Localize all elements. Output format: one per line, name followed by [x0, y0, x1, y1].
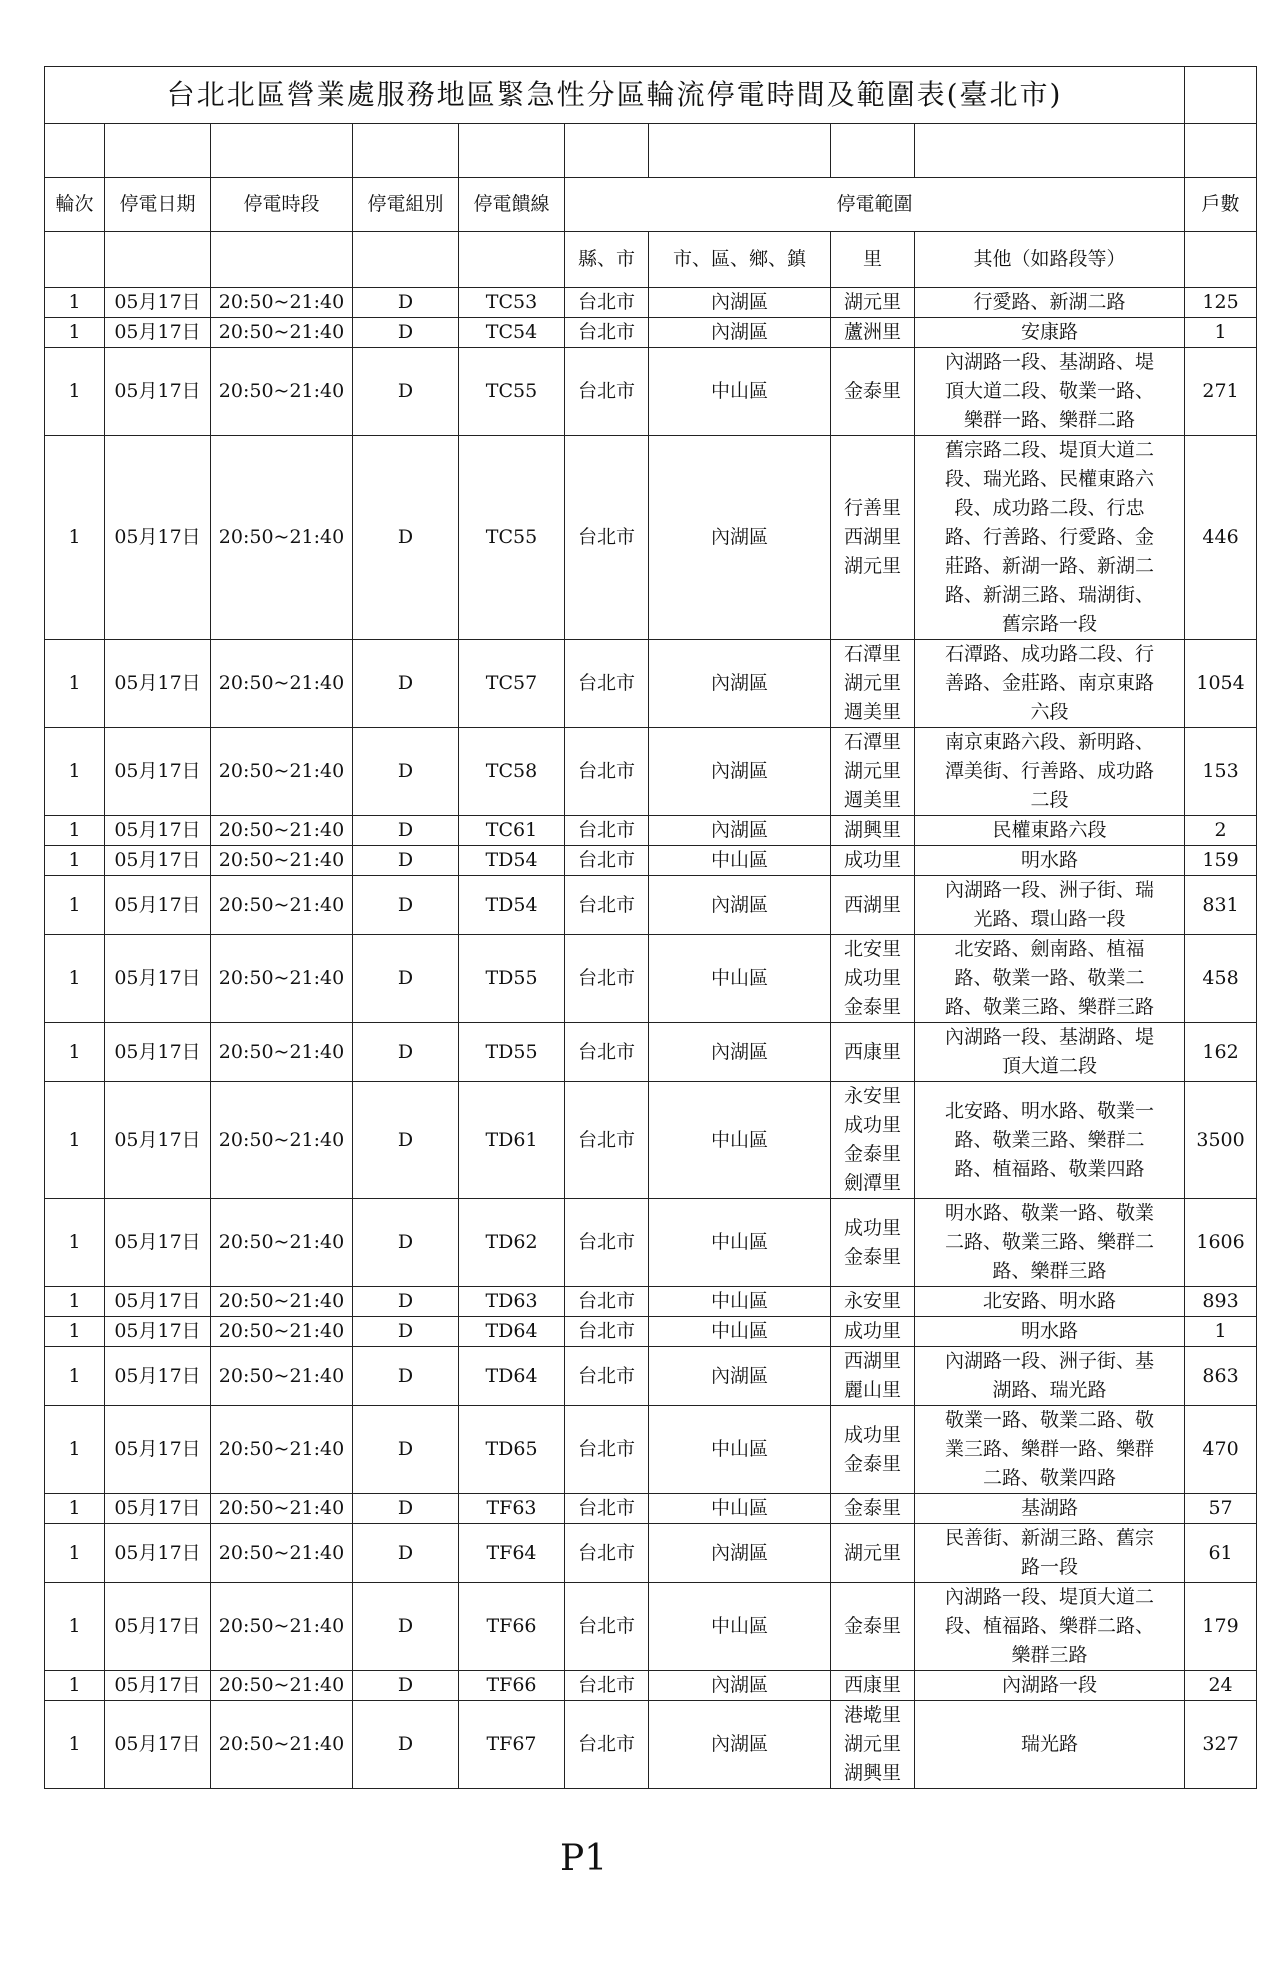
cell-district: 內湖區	[649, 1524, 831, 1583]
cell-group: D	[353, 288, 459, 318]
cell-period: 20:50~21:40	[211, 1023, 353, 1082]
cell-period: 20:50~21:40	[211, 1406, 353, 1494]
cell-village: 石潭里 湖元里 週美里	[831, 728, 915, 816]
cell-other: 內湖路一段、基湖路、堤 頂大道二段、敬業一路、 樂群一路、樂群二路	[915, 348, 1185, 436]
cell-district: 內湖區	[649, 728, 831, 816]
table-row	[45, 348, 1257, 436]
cell-feeder: TF66	[459, 1671, 565, 1701]
cell-district: 內湖區	[649, 816, 831, 846]
cell-district: 中山區	[649, 1317, 831, 1347]
cell-village: 西康里	[831, 1023, 915, 1082]
cell-district: 內湖區	[649, 288, 831, 318]
cell-round: 1	[45, 876, 105, 935]
cell-date: 05月17日	[105, 1701, 211, 1789]
cell-group: D	[353, 1317, 459, 1347]
cell-feeder: TD55	[459, 1023, 565, 1082]
cell-county: 台北市	[565, 1701, 649, 1789]
cell-district: 內湖區	[649, 1671, 831, 1701]
cell-period: 20:50~21:40	[211, 1287, 353, 1317]
title-blank-cell	[1185, 67, 1257, 124]
table-row	[45, 1406, 1257, 1494]
cell-feeder: TC57	[459, 640, 565, 728]
header-other: 其他（如路段等）	[915, 232, 1185, 288]
cell-households: 153	[1185, 728, 1257, 816]
cell-other: 北安路、劍南路、植福 路、敬業一路、敬業二 路、敬業三路、樂群三路	[915, 935, 1185, 1023]
cell-other: 安康路	[915, 318, 1185, 348]
cell-date: 05月17日	[105, 436, 211, 640]
header-feeder: 停電饋線	[459, 178, 565, 232]
cell-county: 台北市	[565, 846, 649, 876]
cell-period: 20:50~21:40	[211, 1701, 353, 1789]
cell-group: D	[353, 1494, 459, 1524]
cell-other: 北安路、明水路、敬業一 路、敬業三路、樂群二 路、植福路、敬業四路	[915, 1082, 1185, 1199]
cell-county: 台北市	[565, 640, 649, 728]
cell-round: 1	[45, 1406, 105, 1494]
cell-feeder: TD64	[459, 1347, 565, 1406]
header-district: 市、區、鄉、鎮	[649, 232, 831, 288]
cell-round: 1	[45, 1347, 105, 1406]
cell-county: 台北市	[565, 1671, 649, 1701]
cell-round: 1	[45, 1023, 105, 1082]
header-scope: 停電範圍	[565, 178, 1185, 232]
cell-period: 20:50~21:40	[211, 935, 353, 1023]
cell-date: 05月17日	[105, 1347, 211, 1406]
cell-date: 05月17日	[105, 728, 211, 816]
cell-round: 1	[45, 1583, 105, 1671]
cell-period: 20:50~21:40	[211, 1524, 353, 1583]
cell-group: D	[353, 1701, 459, 1789]
cell-period: 20:50~21:40	[211, 288, 353, 318]
cell-county: 台北市	[565, 728, 649, 816]
cell-group: D	[353, 1199, 459, 1287]
cell-period: 20:50~21:40	[211, 1347, 353, 1406]
cell-households: 1054	[1185, 640, 1257, 728]
cell-other: 明水路、敬業一路、敬業 二路、敬業三路、樂群二 路、樂群三路	[915, 1199, 1185, 1287]
table-row	[45, 1287, 1257, 1317]
header-county: 縣、市	[565, 232, 649, 288]
cell-district: 中山區	[649, 1494, 831, 1524]
table-row	[45, 1199, 1257, 1287]
cell-village: 成功里	[831, 1317, 915, 1347]
cell-other: 敬業一路、敬業二路、敬 業三路、樂群一路、樂群 二路、敬業四路	[915, 1406, 1185, 1494]
table-row	[45, 1347, 1257, 1406]
cell-households: 24	[1185, 1671, 1257, 1701]
cell-feeder: TC54	[459, 318, 565, 348]
cell-households: 271	[1185, 348, 1257, 436]
cell-district: 內湖區	[649, 876, 831, 935]
cell-other: 民善街、新湖三路、舊宗 路一段	[915, 1524, 1185, 1583]
cell-date: 05月17日	[105, 1494, 211, 1524]
table-title: 台北北區營業處服務地區緊急性分區輪流停電時間及範圍表(臺北市)	[45, 67, 1185, 124]
cell-period: 20:50~21:40	[211, 846, 353, 876]
cell-feeder: TD61	[459, 1082, 565, 1199]
cell-date: 05月17日	[105, 1671, 211, 1701]
cell-county: 台北市	[565, 1023, 649, 1082]
cell-village: 北安里 成功里 金泰里	[831, 935, 915, 1023]
cell-other: 內湖路一段、堤頂大道二 段、植福路、樂群二路、 樂群三路	[915, 1583, 1185, 1671]
cell-group: D	[353, 640, 459, 728]
table-row	[45, 816, 1257, 846]
cell-round: 1	[45, 1671, 105, 1701]
outage-schedule-table	[44, 66, 1257, 1789]
cell-round: 1	[45, 728, 105, 816]
cell-period: 20:50~21:40	[211, 1494, 353, 1524]
cell-round: 1	[45, 1494, 105, 1524]
cell-households: 3500	[1185, 1082, 1257, 1199]
cell-group: D	[353, 1524, 459, 1583]
cell-group: D	[353, 1023, 459, 1082]
cell-county: 台北市	[565, 1317, 649, 1347]
cell-period: 20:50~21:40	[211, 1199, 353, 1287]
cell-village: 永安里 成功里 金泰里 劍潭里	[831, 1082, 915, 1199]
cell-district: 中山區	[649, 846, 831, 876]
cell-other: 行愛路、新湖二路	[915, 288, 1185, 318]
table-row	[45, 1701, 1257, 1789]
cell-other: 內湖路一段、基湖路、堤 頂大道二段	[915, 1023, 1185, 1082]
cell-other: 明水路	[915, 1317, 1185, 1347]
cell-county: 台北市	[565, 1583, 649, 1671]
cell-group: D	[353, 1671, 459, 1701]
cell-group: D	[353, 876, 459, 935]
cell-group: D	[353, 816, 459, 846]
cell-date: 05月17日	[105, 1406, 211, 1494]
cell-feeder: TD64	[459, 1317, 565, 1347]
cell-group: D	[353, 935, 459, 1023]
cell-group: D	[353, 846, 459, 876]
cell-round: 1	[45, 816, 105, 846]
cell-round: 1	[45, 318, 105, 348]
cell-date: 05月17日	[105, 846, 211, 876]
cell-group: D	[353, 1082, 459, 1199]
table-row	[45, 640, 1257, 728]
cell-date: 05月17日	[105, 876, 211, 935]
cell-district: 中山區	[649, 348, 831, 436]
table-row	[45, 1524, 1257, 1583]
cell-households: 179	[1185, 1583, 1257, 1671]
cell-round: 1	[45, 436, 105, 640]
blank-header-row	[45, 124, 1257, 178]
cell-date: 05月17日	[105, 1199, 211, 1287]
cell-county: 台北市	[565, 348, 649, 436]
cell-other: 內湖路一段、洲子街、基 湖路、瑞光路	[915, 1347, 1185, 1406]
cell-households: 162	[1185, 1023, 1257, 1082]
cell-feeder: TC61	[459, 816, 565, 846]
cell-county: 台北市	[565, 1082, 649, 1199]
table-row	[45, 935, 1257, 1023]
cell-feeder: TD54	[459, 876, 565, 935]
cell-period: 20:50~21:40	[211, 728, 353, 816]
cell-feeder: TF64	[459, 1524, 565, 1583]
table-row	[45, 1317, 1257, 1347]
cell-feeder: TC58	[459, 728, 565, 816]
cell-county: 台北市	[565, 876, 649, 935]
cell-village: 成功里	[831, 846, 915, 876]
cell-other: 明水路	[915, 846, 1185, 876]
cell-village: 西湖里 麗山里	[831, 1347, 915, 1406]
cell-county: 台北市	[565, 1494, 649, 1524]
cell-round: 1	[45, 1287, 105, 1317]
cell-group: D	[353, 348, 459, 436]
header-period: 停電時段	[211, 178, 353, 232]
cell-households: 863	[1185, 1347, 1257, 1406]
cell-households: 458	[1185, 935, 1257, 1023]
cell-date: 05月17日	[105, 348, 211, 436]
cell-households: 57	[1185, 1494, 1257, 1524]
table-row	[45, 436, 1257, 640]
header-date: 停電日期	[105, 178, 211, 232]
cell-group: D	[353, 318, 459, 348]
cell-other: 內湖路一段、洲子街、瑞 光路、環山路一段	[915, 876, 1185, 935]
cell-round: 1	[45, 1524, 105, 1583]
cell-village: 湖元里	[831, 1524, 915, 1583]
cell-households: 470	[1185, 1406, 1257, 1494]
cell-period: 20:50~21:40	[211, 318, 353, 348]
cell-group: D	[353, 1287, 459, 1317]
cell-period: 20:50~21:40	[211, 1082, 353, 1199]
cell-households: 446	[1185, 436, 1257, 640]
cell-feeder: TD63	[459, 1287, 565, 1317]
cell-village: 金泰里	[831, 1583, 915, 1671]
cell-households: 893	[1185, 1287, 1257, 1317]
cell-village: 永安里	[831, 1287, 915, 1317]
cell-households: 159	[1185, 846, 1257, 876]
cell-feeder: TF67	[459, 1701, 565, 1789]
cell-feeder: TC53	[459, 288, 565, 318]
cell-district: 中山區	[649, 1082, 831, 1199]
cell-village: 行善里 西湖里 湖元里	[831, 436, 915, 640]
table-row	[45, 1082, 1257, 1199]
cell-round: 1	[45, 1317, 105, 1347]
cell-feeder: TD62	[459, 1199, 565, 1287]
cell-county: 台北市	[565, 318, 649, 348]
table-row	[45, 318, 1257, 348]
cell-village: 成功里 金泰里	[831, 1406, 915, 1494]
table-row	[45, 1023, 1257, 1082]
header-village: 里	[831, 232, 915, 288]
cell-county: 台北市	[565, 1406, 649, 1494]
cell-round: 1	[45, 1701, 105, 1789]
cell-village: 金泰里	[831, 1494, 915, 1524]
cell-date: 05月17日	[105, 1583, 211, 1671]
cell-households: 61	[1185, 1524, 1257, 1583]
cell-date: 05月17日	[105, 1317, 211, 1347]
cell-other: 基湖路	[915, 1494, 1185, 1524]
cell-period: 20:50~21:40	[211, 1317, 353, 1347]
table-row	[45, 876, 1257, 935]
cell-group: D	[353, 1406, 459, 1494]
cell-period: 20:50~21:40	[211, 1671, 353, 1701]
cell-feeder: TD65	[459, 1406, 565, 1494]
cell-households: 1	[1185, 318, 1257, 348]
cell-district: 內湖區	[649, 318, 831, 348]
cell-period: 20:50~21:40	[211, 436, 353, 640]
cell-feeder: TD54	[459, 846, 565, 876]
cell-round: 1	[45, 846, 105, 876]
cell-other: 民權東路六段	[915, 816, 1185, 846]
cell-period: 20:50~21:40	[211, 1583, 353, 1671]
cell-district: 中山區	[649, 1199, 831, 1287]
cell-other: 瑞光路	[915, 1701, 1185, 1789]
cell-village: 蘆洲里	[831, 318, 915, 348]
cell-district: 內湖區	[649, 1023, 831, 1082]
cell-round: 1	[45, 640, 105, 728]
cell-district: 內湖區	[649, 1701, 831, 1789]
cell-village: 湖元里	[831, 288, 915, 318]
cell-group: D	[353, 728, 459, 816]
cell-district: 中山區	[649, 1287, 831, 1317]
cell-group: D	[353, 436, 459, 640]
cell-date: 05月17日	[105, 1524, 211, 1583]
cell-households: 1606	[1185, 1199, 1257, 1287]
cell-village: 湖興里	[831, 816, 915, 846]
cell-households: 125	[1185, 288, 1257, 318]
cell-other: 石潭路、成功路二段、行 善路、金莊路、南京東路 六段	[915, 640, 1185, 728]
cell-county: 台北市	[565, 935, 649, 1023]
cell-county: 台北市	[565, 1347, 649, 1406]
table-row	[45, 846, 1257, 876]
cell-period: 20:50~21:40	[211, 640, 353, 728]
cell-date: 05月17日	[105, 318, 211, 348]
cell-other: 內湖路一段	[915, 1671, 1185, 1701]
table-row	[45, 1583, 1257, 1671]
header-households: 戶數	[1185, 178, 1257, 232]
header-group: 停電組別	[353, 178, 459, 232]
cell-date: 05月17日	[105, 288, 211, 318]
cell-county: 台北市	[565, 1199, 649, 1287]
cell-round: 1	[45, 348, 105, 436]
cell-households: 831	[1185, 876, 1257, 935]
table-row	[45, 1671, 1257, 1701]
cell-village: 金泰里	[831, 348, 915, 436]
cell-other: 舊宗路二段、堤頂大道二 段、瑞光路、民權東路六 段、成功路二段、行忠 路、行善路、行愛路、金 莊路、新湖一路、新湖二 路、新湖三路、瑞湖街、 舊宗路一段	[915, 436, 1185, 640]
cell-county: 台北市	[565, 436, 649, 640]
cell-households: 2	[1185, 816, 1257, 846]
cell-feeder: TC55	[459, 348, 565, 436]
cell-village: 港墘里 湖元里 湖興里	[831, 1701, 915, 1789]
cell-period: 20:50~21:40	[211, 348, 353, 436]
page-number: P1	[560, 1838, 608, 1879]
cell-village: 西湖里	[831, 876, 915, 935]
cell-feeder: TC55	[459, 436, 565, 640]
cell-other: 北安路、明水路	[915, 1287, 1185, 1317]
cell-round: 1	[45, 1082, 105, 1199]
cell-households: 327	[1185, 1701, 1257, 1789]
cell-district: 內湖區	[649, 436, 831, 640]
cell-period: 20:50~21:40	[211, 816, 353, 846]
cell-date: 05月17日	[105, 1082, 211, 1199]
cell-round: 1	[45, 288, 105, 318]
table-row	[45, 728, 1257, 816]
cell-date: 05月17日	[105, 640, 211, 728]
cell-county: 台北市	[565, 1287, 649, 1317]
cell-feeder: TF66	[459, 1583, 565, 1671]
cell-date: 05月17日	[105, 816, 211, 846]
table-row	[45, 288, 1257, 318]
cell-other: 南京東路六段、新明路、 潭美街、行善路、成功路 二段	[915, 728, 1185, 816]
cell-county: 台北市	[565, 288, 649, 318]
cell-county: 台北市	[565, 1524, 649, 1583]
cell-village: 西康里	[831, 1671, 915, 1701]
cell-households: 1	[1185, 1317, 1257, 1347]
cell-round: 1	[45, 935, 105, 1023]
cell-group: D	[353, 1347, 459, 1406]
header-round: 輪次	[45, 178, 105, 232]
cell-district: 中山區	[649, 1583, 831, 1671]
cell-date: 05月17日	[105, 1287, 211, 1317]
cell-group: D	[353, 1583, 459, 1671]
cell-district: 中山區	[649, 935, 831, 1023]
cell-feeder: TD55	[459, 935, 565, 1023]
cell-round: 1	[45, 1199, 105, 1287]
cell-date: 05月17日	[105, 935, 211, 1023]
cell-district: 內湖區	[649, 1347, 831, 1406]
cell-village: 石潭里 湖元里 週美里	[831, 640, 915, 728]
cell-village: 成功里 金泰里	[831, 1199, 915, 1287]
cell-date: 05月17日	[105, 1023, 211, 1082]
table-row	[45, 1494, 1257, 1524]
cell-district: 內湖區	[649, 640, 831, 728]
cell-period: 20:50~21:40	[211, 876, 353, 935]
cell-feeder: TF63	[459, 1494, 565, 1524]
cell-county: 台北市	[565, 816, 649, 846]
cell-district: 中山區	[649, 1406, 831, 1494]
